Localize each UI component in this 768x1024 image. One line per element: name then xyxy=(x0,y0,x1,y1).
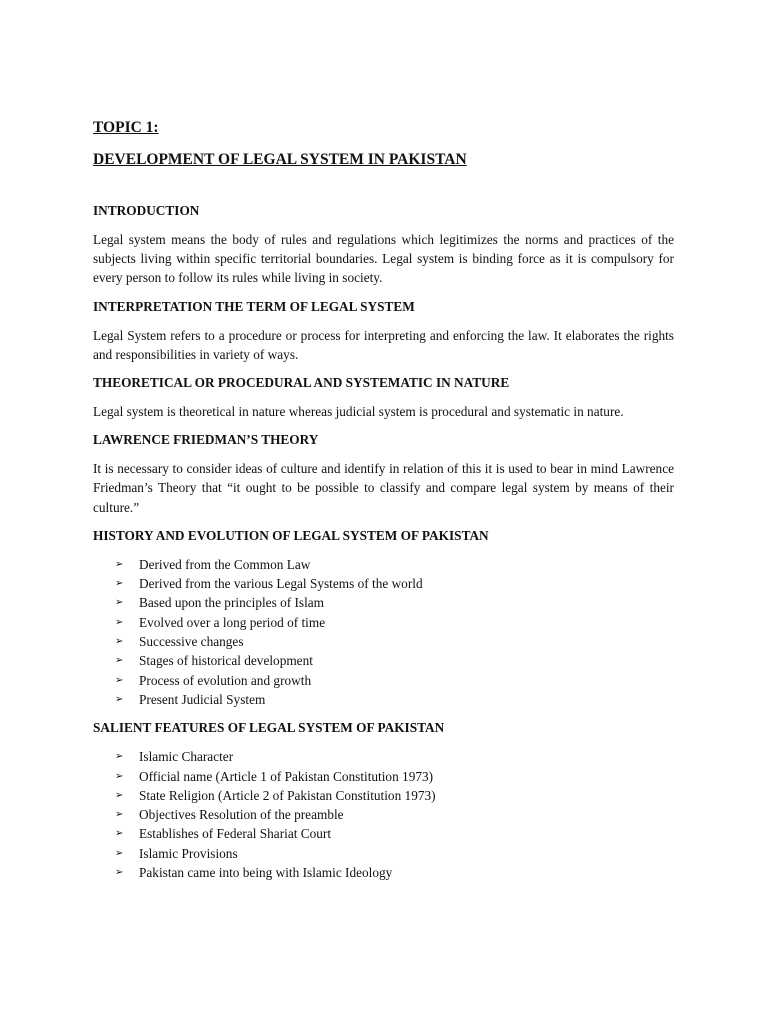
arrow-bullet-icon: ➢ xyxy=(115,751,124,763)
topic-label: TOPIC 1: xyxy=(93,119,159,136)
heading-nature: THEORETICAL OR PROCEDURAL AND SYSTEMATIC IN NATURE xyxy=(93,375,510,391)
list-item: ➢ Successive changes xyxy=(115,632,674,651)
list-item: ➢ Official name (Article 1 of Pakistan Constitution 1973) xyxy=(115,767,674,786)
arrow-bullet-icon: ➢ xyxy=(115,866,124,878)
arrow-bullet-icon: ➢ xyxy=(115,770,124,782)
arrow-bullet-icon: ➢ xyxy=(115,597,124,609)
list-item: ➢ Derived from the various Legal Systems of the world xyxy=(115,574,674,593)
list-item: ➢ Objectives Resolution of the preamble xyxy=(115,805,674,824)
arrow-bullet-icon: ➢ xyxy=(115,674,124,686)
arrow-bullet-icon: ➢ xyxy=(115,558,124,570)
list-item: ➢ Islamic Provisions xyxy=(115,844,674,863)
arrow-bullet-icon: ➢ xyxy=(115,809,124,821)
features-list xyxy=(93,747,674,882)
arrow-bullet-icon: ➢ xyxy=(115,636,124,648)
history-list xyxy=(93,555,674,709)
list-item: ➢ Islamic Character xyxy=(115,747,674,766)
arrow-bullet-icon: ➢ xyxy=(115,616,124,628)
paragraph-interpretation: Legal System refers to a procedure or process for interpreting and enforcing the law. It elaborates the rights and responsibilities in variety of ways. xyxy=(93,327,674,362)
document-title: DEVELOPMENT OF LEGAL SYSTEM IN PAKISTAN xyxy=(93,151,467,168)
list-item: ➢ State Religion (Article 2 of Pakistan Constitution 1973) xyxy=(115,786,674,805)
arrow-bullet-icon: ➢ xyxy=(115,655,124,667)
heading-interpretation: INTERPRETATION THE TERM OF LEGAL SYSTEM xyxy=(93,298,415,314)
paragraph-friedman-theory: It is necessary to consider ideas of culture and identify in relation of this it is used to bear in mind Lawrence Friedman’s Theory that “it ought to be possible to classify and compare legal system by means of their culture.” xyxy=(93,461,674,515)
list-item: ➢ Based upon the principles of Islam xyxy=(115,593,674,612)
list-item: ➢ Establishes of Federal Shariat Court xyxy=(115,824,674,843)
list-item: ➢ Derived from the Common Law xyxy=(115,555,674,574)
heading-introduction: INTRODUCTION xyxy=(93,203,200,218)
arrow-bullet-icon: ➢ xyxy=(115,789,124,801)
heading-friedman-theory: LAWRENCE FRIEDMAN’S THEORY xyxy=(93,432,319,448)
arrow-bullet-icon: ➢ xyxy=(115,847,124,859)
list-item: ➢ Stages of historical development xyxy=(115,651,674,670)
list-item: ➢ Pakistan came into being with Islamic Ideology xyxy=(115,863,674,882)
document-page xyxy=(93,118,674,882)
arrow-bullet-icon: ➢ xyxy=(115,693,124,705)
paragraph-nature: Legal system is theoretical in nature whereas judicial system is procedural and systematic in nature. xyxy=(93,404,624,420)
arrow-bullet-icon: ➢ xyxy=(115,828,124,840)
list-item: ➢ Process of evolution and growth xyxy=(115,671,674,690)
paragraph-introduction: Legal system means the body of rules and regulations which legitimizes the norms and practices of the subjects living within specific territorial boundaries. Legal system is binding force as it is compulsory for every person to follow its rules while living in society. xyxy=(93,232,674,286)
heading-history: HISTORY AND EVOLUTION OF LEGAL SYSTEM OF PAKISTAN xyxy=(93,527,489,543)
list-item: ➢ Evolved over a long period of time xyxy=(115,613,674,632)
heading-salient-features: SALIENT FEATURES OF LEGAL SYSTEM OF PAKISTAN xyxy=(93,720,445,736)
list-item: ➢ Present Judicial System xyxy=(115,690,674,709)
arrow-bullet-icon: ➢ xyxy=(115,578,124,590)
